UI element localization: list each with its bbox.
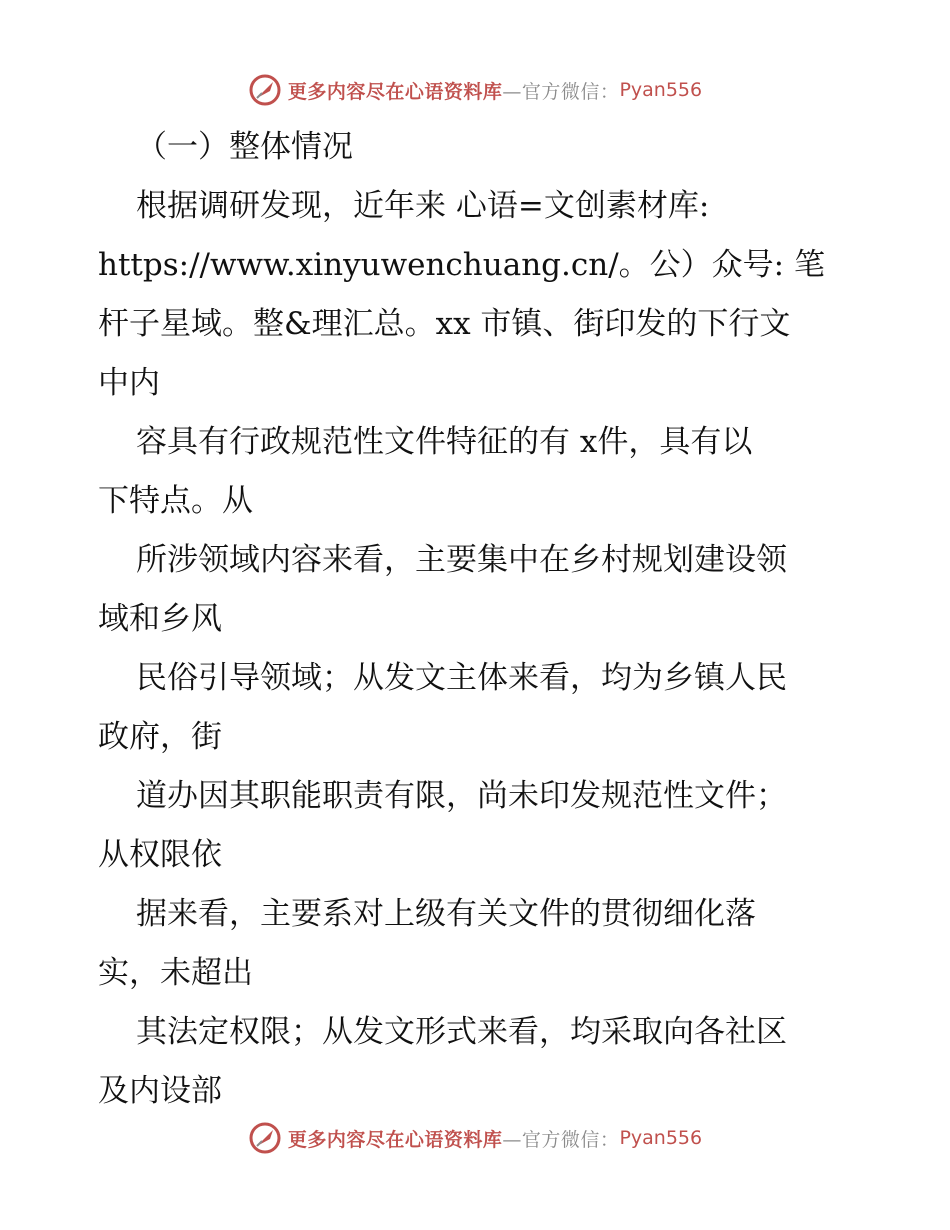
body-line: 中内 — [98, 365, 160, 401]
watermark-wechat-id: Pyan556 — [619, 79, 703, 101]
watermark-wechat-id: Pyan556 — [619, 1127, 703, 1149]
watermark-tail-text: —官方微信： — [502, 1128, 620, 1151]
body-line: 杆子星域。整&理汇总。xx 市镇、街印发的下行文 — [98, 306, 791, 342]
body-line: 实，未超出 — [98, 955, 253, 991]
body-line: 容具有行政规范性文件特征的有 x件，具有以 — [136, 424, 753, 460]
body-line: 民俗引导领域；从发文主体来看，均为乡镇人民 — [136, 660, 787, 696]
footer-watermark — [0, 1118, 950, 1158]
body-line: 域和乡风 — [98, 601, 222, 637]
quill-logo-icon — [248, 73, 282, 107]
body-line: 据来看，主要系对上级有关文件的贯彻细化落 — [136, 896, 756, 932]
watermark-main-text: 更多内容尽在心语资料库 — [287, 1128, 503, 1151]
body-line: 所涉领域内容来看，主要集中在乡村规划建设领 — [136, 542, 787, 578]
body-line: 政府，街 — [98, 719, 222, 755]
body-line: 道办因其职能职责有限，尚未印发规范性文件； — [136, 778, 787, 814]
section-heading: （一）整体情况 — [136, 129, 353, 165]
body-line: 及内设部 — [98, 1073, 222, 1109]
document-body — [98, 118, 858, 1121]
header-watermark — [0, 70, 950, 110]
body-line: 下特点。从 — [98, 483, 253, 519]
body-line: 从权限依 — [98, 837, 222, 873]
watermark-tail-text: —官方微信： — [502, 80, 620, 103]
body-line: https://www.xinyuwenchuang.cn/。公）众号: 笔 — [98, 247, 825, 283]
body-line: 根据调研发现，近年来 心语=文创素材库: — [136, 188, 710, 224]
quill-logo-icon — [248, 1121, 282, 1155]
watermark-main-text: 更多内容尽在心语资料库 — [287, 80, 503, 103]
body-line: 其法定权限；从发文形式来看，均采取向各社区 — [136, 1014, 787, 1050]
